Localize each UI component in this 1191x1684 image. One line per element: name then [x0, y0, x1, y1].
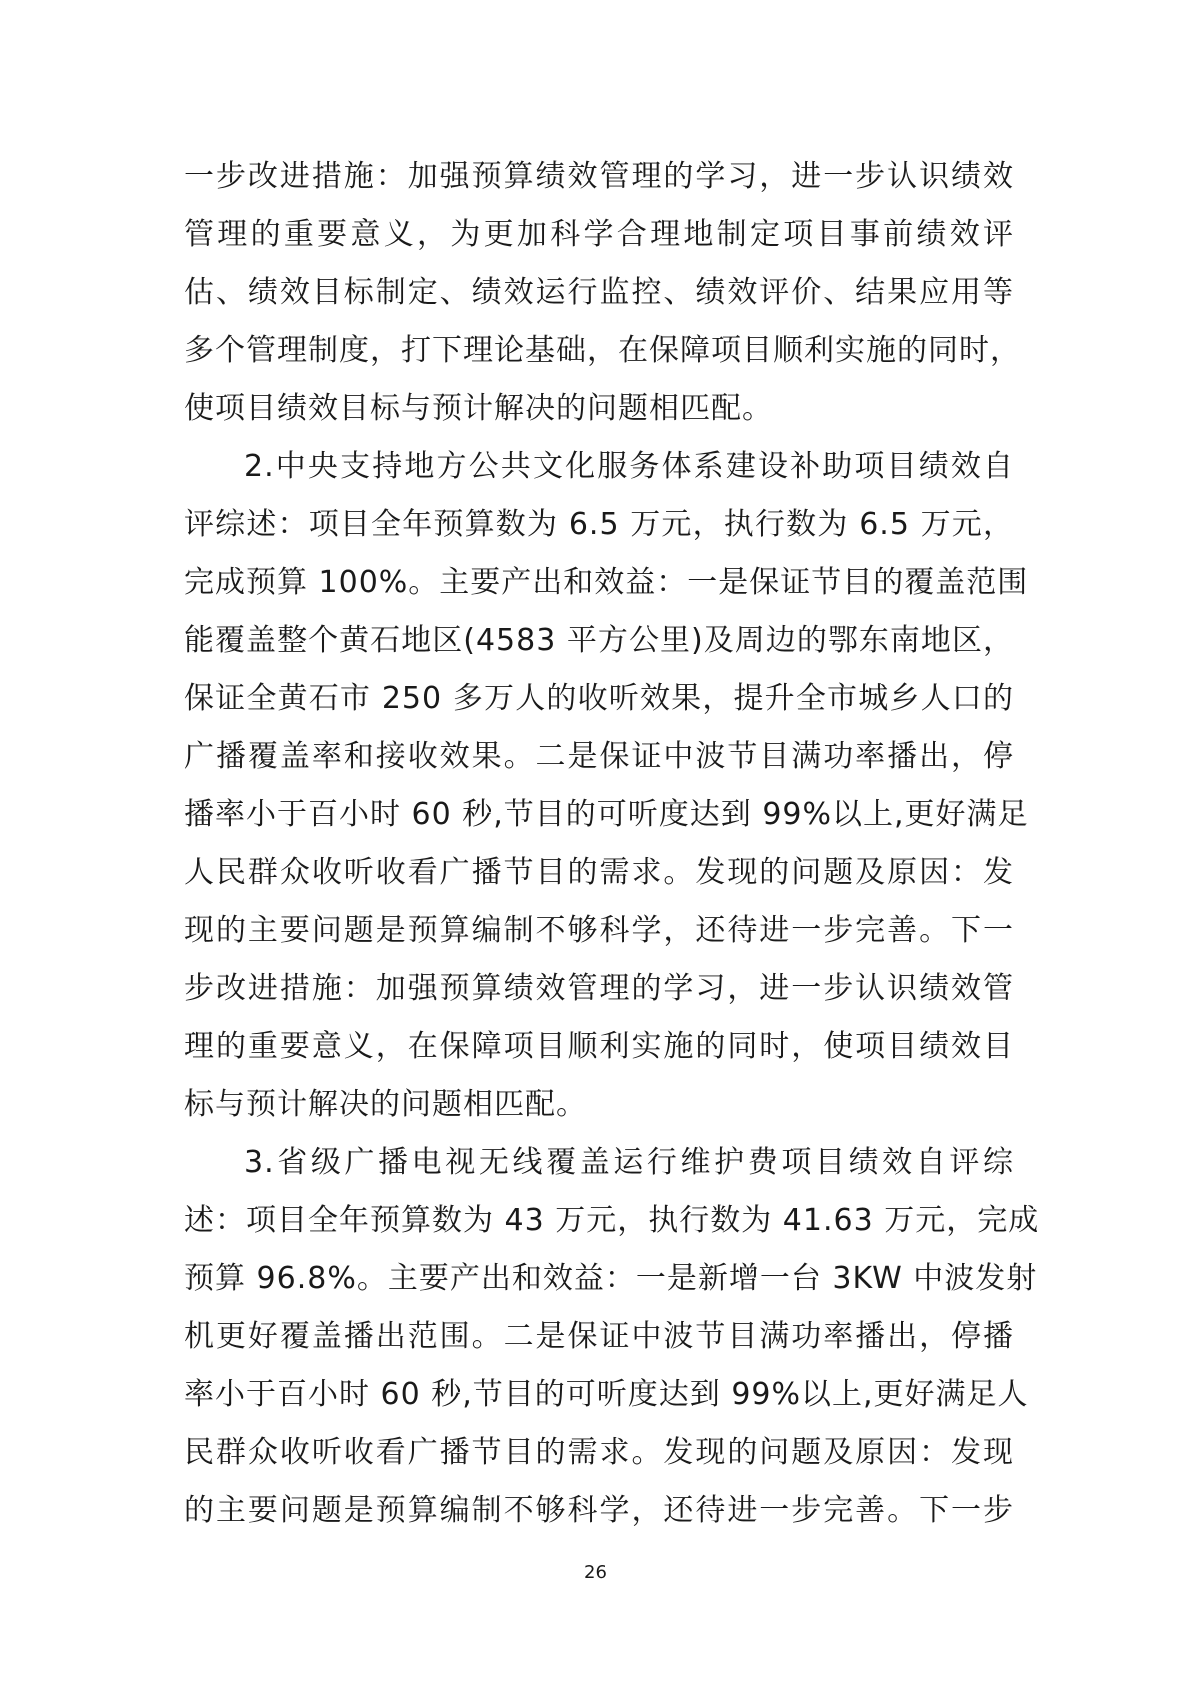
paragraph-2	[184, 438, 1029, 1134]
text-line: 使项目绩效目标与预计解决的问题相匹配。	[184, 391, 773, 426]
page-number: 26	[584, 1562, 607, 1583]
text-line: 民群众收听收看广播节目的需求。发现的问题及原因：发现	[184, 1435, 1014, 1470]
text-line: 能覆盖整个黄石地区(4583 平方公里)及周边的鄂东南地区，	[184, 623, 1014, 658]
text-line: 的主要问题是预算编制不够科学，还待进一步完善。下一步	[184, 1493, 1014, 1528]
text-line: 现的主要问题是预算编制不够科学，还待进一步完善。下一	[184, 913, 1014, 948]
paragraph-1	[184, 148, 1021, 438]
text-line: 预算 96.8%。主要产出和效益：一是新增一台 3KW 中波发射	[184, 1261, 1038, 1296]
paragraph-3	[184, 1134, 1040, 1540]
text-line: 率小于百小时 60 秒,节目的可听度达到 99%以上,更好满足人	[184, 1377, 1029, 1412]
body-text	[184, 148, 1040, 1540]
text-line: 多个管理制度，打下理论基础，在保障项目顺利实施的同时，	[184, 333, 1021, 368]
text-line: 述：项目全年预算数为 43 万元，执行数为 41.63 万元，完成	[184, 1203, 1040, 1238]
text-line-indented: 2.中央支持地方公共文化服务体系建设补助项目绩效自	[244, 449, 1014, 484]
text-line: 步改进措施：加强预算绩效管理的学习，进一步认识绩效管	[184, 971, 1014, 1006]
text-line: 播率小于百小时 60 秒,节目的可听度达到 99%以上,更好满足	[184, 797, 1029, 832]
text-line: 管理的重要意义，为更加科学合理地制定项目事前绩效评	[184, 217, 1014, 252]
text-line: 估、绩效目标制定、绩效运行监控、绩效评价、结果应用等	[184, 275, 1014, 310]
text-line: 人民群众收听收看广播节目的需求。发现的问题及原因：发	[184, 855, 1014, 890]
text-line: 机更好覆盖播出范围。二是保证中波节目满功率播出，停播	[184, 1319, 1014, 1354]
text-line: 标与预计解决的问题相匹配。	[184, 1087, 587, 1122]
text-line-indented: 3.省级广播电视无线覆盖运行维护费项目绩效自评综	[244, 1145, 1014, 1180]
text-line: 广播覆盖率和接收效果。二是保证中波节目满功率播出，停	[184, 739, 1014, 774]
text-line: 理的重要意义，在保障项目顺利实施的同时，使项目绩效目	[184, 1029, 1014, 1064]
text-line: 完成预算 100%。主要产出和效益：一是保证节目的覆盖范围	[184, 565, 1029, 600]
text-line: 保证全黄石市 250 多万人的收听效果，提升全市城乡人口的	[184, 681, 1014, 716]
text-line: 评综述：项目全年预算数为 6.5 万元，执行数为 6.5 万元，	[184, 507, 1014, 542]
text-line: 一步改进措施：加强预算绩效管理的学习，进一步认识绩效	[184, 159, 1014, 194]
